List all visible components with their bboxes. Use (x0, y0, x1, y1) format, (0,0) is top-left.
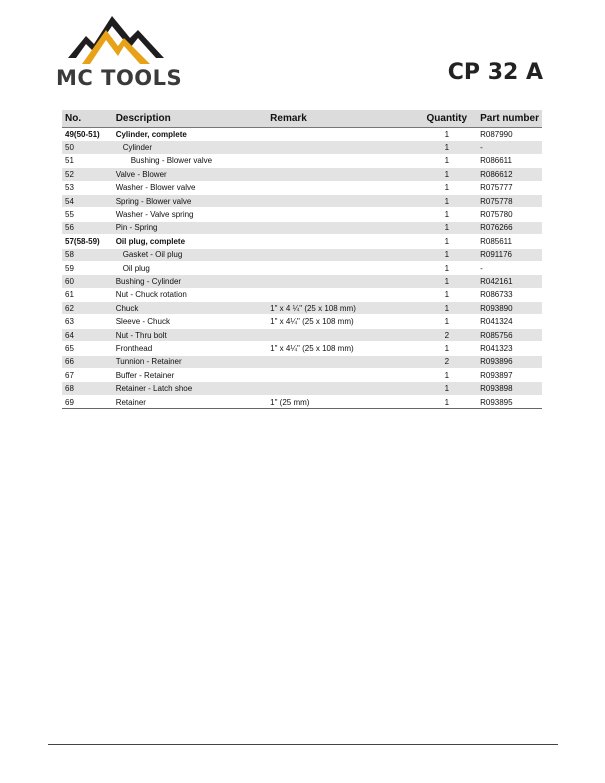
footer-divider (48, 744, 558, 745)
description-cell: Washer - Blower valve (115, 183, 196, 193)
quantity-cell: 1 (444, 210, 450, 220)
part-number-cell: R085611 (480, 236, 512, 246)
remark-cell (267, 369, 416, 382)
part-no-cell: 65 (65, 343, 74, 353)
part-no-cell: 58 (62, 248, 113, 261)
part-no-cell: 68 (62, 382, 113, 395)
part-number-cell: R041323 (480, 343, 513, 353)
mountain-logo-icon (64, 8, 179, 66)
part-number-cell: R085756 (477, 328, 542, 341)
quantity-cell: 2 (416, 355, 477, 368)
description-cell: Buffer - Retainer (115, 370, 175, 380)
part-number-cell: R093890 (477, 302, 542, 315)
table-row (62, 221, 542, 234)
header-description: Description (113, 110, 267, 128)
table-row (62, 168, 542, 181)
table-header-row (62, 110, 542, 128)
quantity-cell: 1 (444, 129, 450, 139)
part-no-cell: 50 (62, 141, 113, 154)
part-number-cell: R086611 (480, 156, 512, 166)
quantity-cell: 1 (416, 302, 477, 315)
brand-name: MC TOOLS (56, 66, 183, 90)
part-number-cell: R093898 (477, 382, 542, 395)
part-no-cell: 64 (62, 328, 113, 341)
table-row (62, 302, 542, 315)
part-number-cell: R042161 (477, 275, 542, 288)
remark-cell (267, 208, 416, 221)
part-number-cell: R075778 (477, 194, 542, 207)
table-row (62, 248, 542, 261)
parts-table (62, 110, 542, 409)
description-cell: Spring - Blower valve (113, 194, 267, 207)
table-row (62, 275, 542, 288)
remark-cell (267, 382, 416, 395)
remark-cell (267, 248, 416, 261)
part-no-cell: 62 (62, 302, 113, 315)
remark-cell: 1" (25 mm) (270, 397, 310, 407)
quantity-cell: 1 (444, 343, 450, 353)
table-row (62, 128, 542, 141)
part-no-cell: 49(50-51) (65, 129, 100, 139)
remark-cell (267, 355, 416, 368)
part-no-cell: 69 (65, 397, 74, 407)
part-number-cell: - (480, 263, 483, 273)
remark-cell (267, 261, 416, 274)
part-number-cell: R086733 (480, 290, 513, 300)
table-row (62, 208, 542, 221)
table-row (62, 369, 542, 382)
remark-cell: 1" x 4 ¼" (25 x 108 mm) (267, 302, 416, 315)
part-number-cell: R086612 (477, 168, 542, 181)
quantity-cell: 1 (444, 156, 450, 166)
remark-cell (267, 288, 416, 301)
header-part-number: Part number (477, 110, 542, 128)
part-number-cell: R075777 (480, 183, 513, 193)
part-no-cell: 57(58-59) (65, 236, 100, 246)
remark-cell: 1" x 4¼" (25 x 108 mm) (270, 317, 354, 327)
remark-cell (267, 235, 416, 248)
table-row (62, 181, 542, 194)
description-cell: Cylinder (113, 141, 267, 154)
table-row (62, 154, 542, 167)
part-no-cell: 54 (62, 194, 113, 207)
quantity-cell: 1 (444, 317, 450, 327)
part-no-cell: 55 (65, 210, 74, 220)
table-row (62, 355, 542, 368)
part-no-cell: 66 (62, 355, 113, 368)
quantity-cell: 1 (444, 263, 450, 273)
part-number-cell: - (477, 141, 542, 154)
quantity-cell: 1 (416, 141, 477, 154)
part-number-cell: R041324 (480, 317, 513, 327)
description-cell: Retainer (115, 397, 146, 407)
description-cell: Retainer - Latch shoe (113, 382, 267, 395)
table-row (62, 315, 542, 328)
quantity-cell: 2 (416, 328, 477, 341)
description-cell: Oil plug (122, 263, 150, 273)
description-cell: Pin - Spring (113, 221, 267, 234)
part-number-cell: R093895 (480, 397, 513, 407)
remark-cell (267, 181, 416, 194)
part-number-cell: R093896 (477, 355, 542, 368)
part-no-cell: 53 (65, 183, 74, 193)
table-row (62, 235, 542, 248)
part-no-cell: 60 (62, 275, 113, 288)
quantity-cell: 1 (444, 290, 450, 300)
quantity-cell: 1 (444, 236, 450, 246)
table-row (62, 194, 542, 207)
model-title: CP 32 A (447, 60, 543, 85)
remark-cell: 1" x 4¼" (25 x 108 mm) (270, 343, 354, 353)
part-number-cell: R076266 (477, 221, 542, 234)
description-cell: Valve - Blower (113, 168, 267, 181)
part-no-cell: 52 (62, 168, 113, 181)
header-no: No. (62, 110, 113, 128)
table-row (62, 288, 542, 301)
table-row (62, 261, 542, 274)
quantity-cell: 1 (444, 183, 450, 193)
quantity-cell: 1 (444, 397, 450, 407)
description-cell: Chuck (113, 302, 267, 315)
quantity-cell: 1 (444, 370, 450, 380)
part-no-cell: 61 (65, 290, 74, 300)
part-no-cell: 51 (65, 156, 74, 166)
part-number-cell: R087990 (480, 129, 513, 139)
quantity-cell: 1 (416, 221, 477, 234)
part-number-cell: R091176 (477, 248, 542, 261)
part-number-cell: R093897 (480, 370, 513, 380)
table-row (62, 395, 542, 408)
description-cell: Bushing - Blower valve (130, 156, 213, 166)
remark-cell (267, 128, 416, 141)
description-cell: Sleeve - Chuck (115, 317, 170, 327)
table-row (62, 382, 542, 395)
quantity-cell: 1 (416, 194, 477, 207)
remark-cell (267, 194, 416, 207)
description-cell: Oil plug, complete (115, 236, 186, 246)
part-no-cell: 67 (65, 370, 74, 380)
part-number-cell: R075780 (480, 210, 513, 220)
quantity-cell: 1 (416, 382, 477, 395)
remark-cell (267, 154, 416, 167)
description-cell: Gasket - Oil plug (113, 248, 267, 261)
description-cell: Nut - Chuck rotation (115, 290, 187, 300)
remark-cell (267, 275, 416, 288)
part-no-cell: 56 (62, 221, 113, 234)
remark-cell (267, 141, 416, 154)
table-row (62, 328, 542, 341)
quantity-cell: 1 (416, 248, 477, 261)
description-cell: Nut - Thru bolt (113, 328, 267, 341)
description-cell: Bushing - Cylinder (113, 275, 267, 288)
header-quantity: Quantity (416, 110, 477, 128)
part-no-cell: 59 (65, 263, 74, 273)
description-cell: Tunnion - Retainer (113, 355, 267, 368)
remark-cell (267, 168, 416, 181)
quantity-cell: 1 (416, 168, 477, 181)
description-cell: Fronthead (115, 343, 153, 353)
header-remark: Remark (267, 110, 416, 128)
brand-logo (56, 8, 186, 90)
remark-cell (267, 328, 416, 341)
table-row (62, 141, 542, 154)
description-cell: Washer - Valve spring (115, 210, 194, 220)
remark-cell (267, 221, 416, 234)
quantity-cell: 1 (416, 275, 477, 288)
table-row (62, 342, 542, 355)
part-no-cell: 63 (65, 317, 74, 327)
description-cell: Cylinder, complete (115, 129, 187, 139)
